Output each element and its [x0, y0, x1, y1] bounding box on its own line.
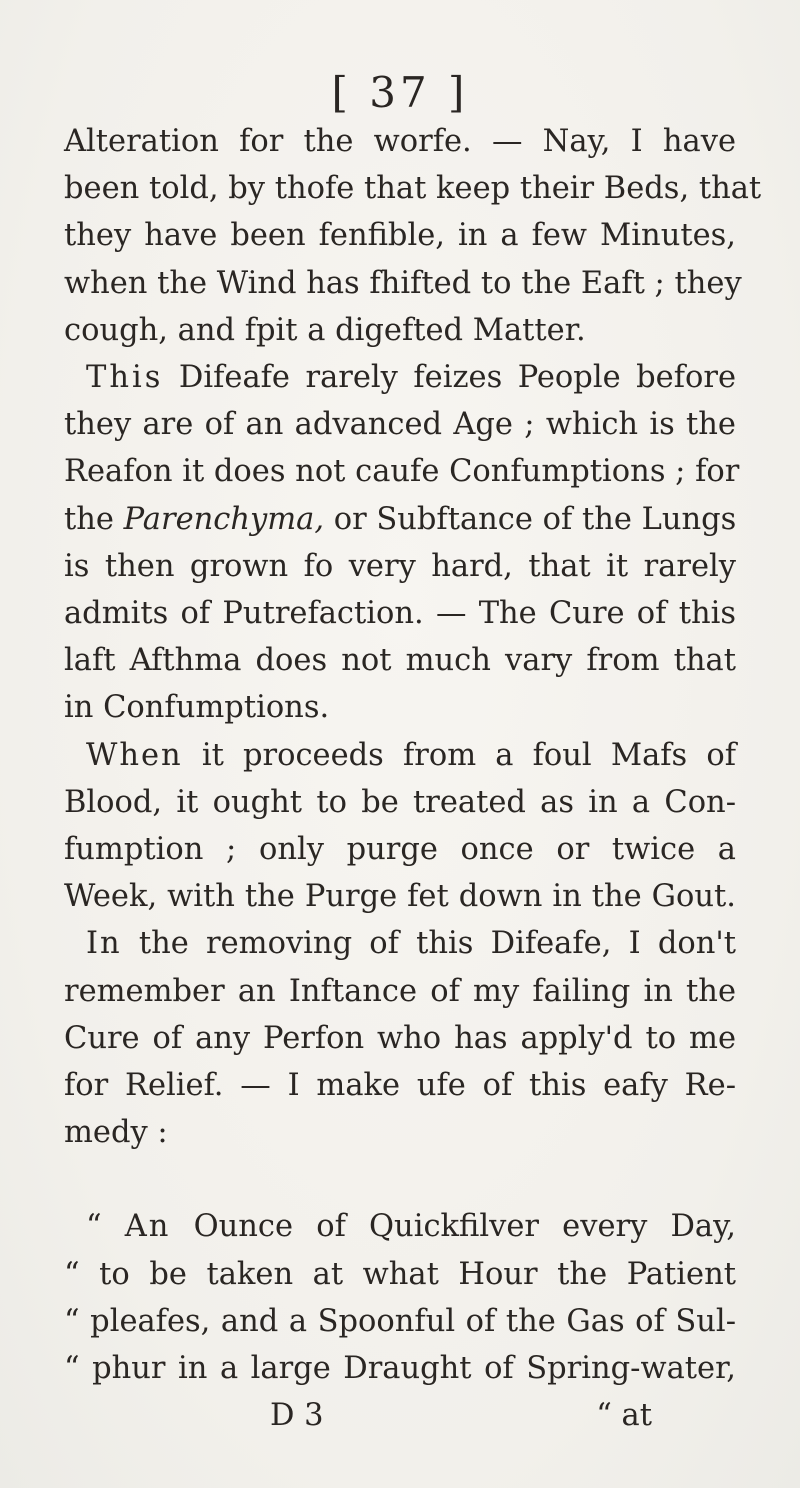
text-line: the Parenchyma, or Subftance of the Lungs — [64, 501, 737, 537]
page-number: [ 37 ] — [331, 68, 469, 117]
text-line: cough, and fpit a digefted Matter. — [64, 312, 586, 348]
quote-line: “ to be taken at what Hour the Patient — [64, 1256, 736, 1292]
quote-line: “ phur in a large Draught of Spring-water, — [64, 1351, 736, 1387]
spacer — [64, 1156, 736, 1203]
quote-line: “ An Ounce of Quickfilver every Day, — [86, 1209, 736, 1245]
small-caps-lead: In — [86, 926, 122, 962]
body-text — [64, 118, 762, 1439]
quote-line: “ pleafes, and a Spoonful of the Gas of Sul- — [64, 1303, 736, 1339]
text-line: laft Afthma does not much vary from that — [64, 643, 736, 679]
text-line: in Confumptions. — [64, 690, 330, 726]
text-line: they have been fenfible, in a few Minutes, — [64, 218, 736, 254]
text-line: for Relief. — I make ufe of this eafy Re- — [64, 1068, 736, 1104]
text-line: remember an Inftance of my failing in the — [64, 973, 736, 1009]
small-caps-lead: An — [124, 1209, 171, 1245]
signature-mark: D 3 — [270, 1398, 324, 1434]
catchword: “ at — [596, 1398, 652, 1434]
italic-term: Parenchyma, — [123, 501, 325, 537]
text-line: when the Wind has fhifted to the Eaft ; they — [64, 265, 742, 301]
paragraph-in-line: In the removing of this Difeafe, I don't — [86, 926, 736, 962]
text-line: admits of Putrefaction. — The Cure of this — [64, 596, 736, 632]
text-line: fumption ; only purge once or twice a — [64, 832, 736, 868]
text-line: medy : — [64, 1115, 168, 1151]
text-line: Cure of any Perfon who has apply'd to me — [64, 1020, 736, 1056]
small-caps-lead: When — [86, 737, 183, 773]
text-line: is then grown fo very hard, that it rarely — [64, 548, 736, 584]
page-footer — [64, 1392, 736, 1439]
text-line: Reafon it does not caufe Confumptions ; for — [64, 454, 740, 490]
text-line: Alteration for the worfe. — Nay, I have — [64, 124, 736, 159]
text-line: they are of an advanced Age ; which is the — [64, 407, 736, 443]
paragraph-this-line: This Difeafe rarely feizes People before — [86, 360, 736, 396]
text-line: Blood, it ought to be treated as in a Con- — [64, 784, 736, 820]
text-line: been told, by thofe that keep their Beds, that — [64, 171, 762, 207]
paragraph-when-line: When it proceeds from a foul Mafs of — [86, 737, 736, 773]
small-caps-lead: This — [86, 360, 164, 396]
text-line: Week, with the Purge fet down in the Gout. — [64, 879, 736, 915]
